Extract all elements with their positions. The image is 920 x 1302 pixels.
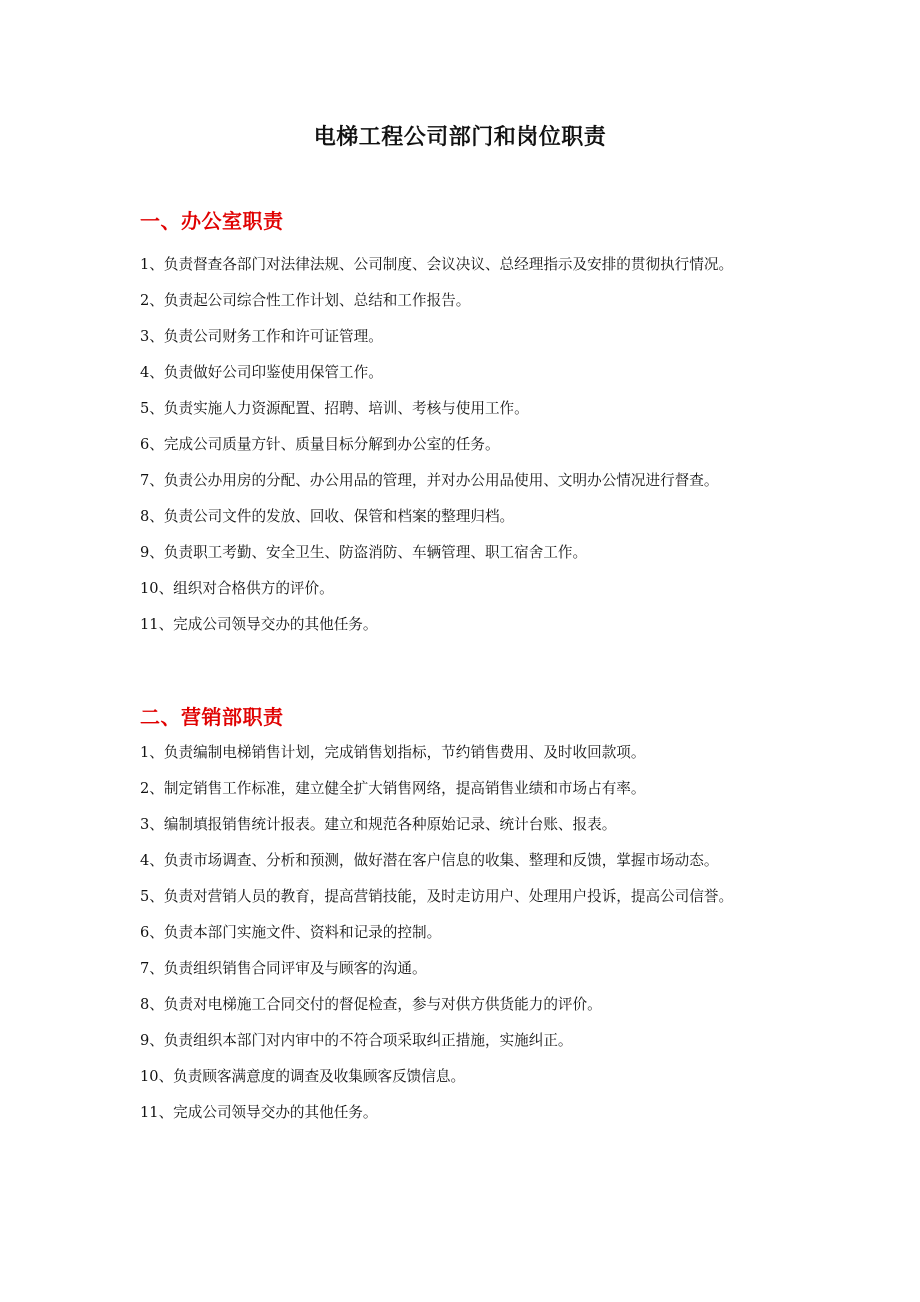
list-item: 11、完成公司领导交办的其他任务。 — [140, 1104, 378, 1121]
list-item: 10、组织对合格供方的评价。 — [140, 580, 334, 597]
list-item: 9、负责组织本部门对内审中的不符合项采取纠正措施，实施纠正。 — [140, 1032, 573, 1049]
list-item: 7、负责公办用房的分配、办公用品的管理，并对办公用品使用、文明办公情况进行督查。 — [140, 472, 719, 489]
document-title: 电梯工程公司部门和岗位职责 — [313, 125, 607, 150]
list-item: 1、负责督查各部门对法律法规、公司制度、会议决议、总经理指示及安排的贯彻执行情况。 — [140, 256, 734, 273]
list-item: 8、负责公司文件的发放、回收、保管和档案的整理归档。 — [140, 508, 515, 525]
list-item: 9、负责职工考勤、安全卫生、防盗消防、车辆管理、职工宿舍工作。 — [140, 544, 588, 561]
duty-list — [140, 735, 733, 1131]
list-item: 11、完成公司领导交办的其他任务。 — [140, 616, 378, 633]
list-item: 1、负责编制电梯销售计划，完成销售划指标，节约销售费用、及时收回款项。 — [140, 744, 646, 761]
list-item: 10、负责顾客满意度的调查及收集顾客反馈信息。 — [140, 1068, 466, 1085]
list-item: 5、负责实施人力资源配置、招聘、培训、考核与使用工作。 — [140, 400, 529, 417]
list-item: 3、负责公司财务工作和许可证管理。 — [140, 328, 383, 345]
list-item: 2、负责起公司综合性工作计划、总结和工作报告。 — [140, 292, 471, 309]
list-item: 5、负责对营销人员的教育，提高营销技能，及时走访用户、处理用户投诉，提高公司信誉。 — [140, 888, 734, 905]
list-item: 4、负责市场调查、分析和预测，做好潜在客户信息的收集、整理和反馈，掌握市场动态。 — [140, 852, 719, 869]
list-item: 4、负责做好公司印鉴使用保管工作。 — [140, 364, 383, 381]
duty-list — [140, 247, 733, 643]
section-heading: 一、办公室职责 — [140, 209, 284, 233]
list-item: 2、制定销售工作标准，建立健全扩大销售网络，提高销售业绩和市场占有率。 — [140, 780, 646, 797]
list-item: 8、负责对电梯施工合同交付的督促检查，参与对供方供货能力的评价。 — [140, 996, 602, 1013]
list-item: 6、负责本部门实施文件、资料和记录的控制。 — [140, 924, 442, 941]
list-item: 6、完成公司质量方针、质量目标分解到办公室的任务。 — [140, 436, 500, 453]
section-heading: 二、营销部职责 — [140, 705, 284, 729]
list-item: 3、编制填报销售统计报表。建立和规范各种原始记录、统计台账、报表。 — [140, 816, 617, 833]
list-item: 7、负责组织销售合同评审及与顾客的沟通。 — [140, 960, 427, 977]
